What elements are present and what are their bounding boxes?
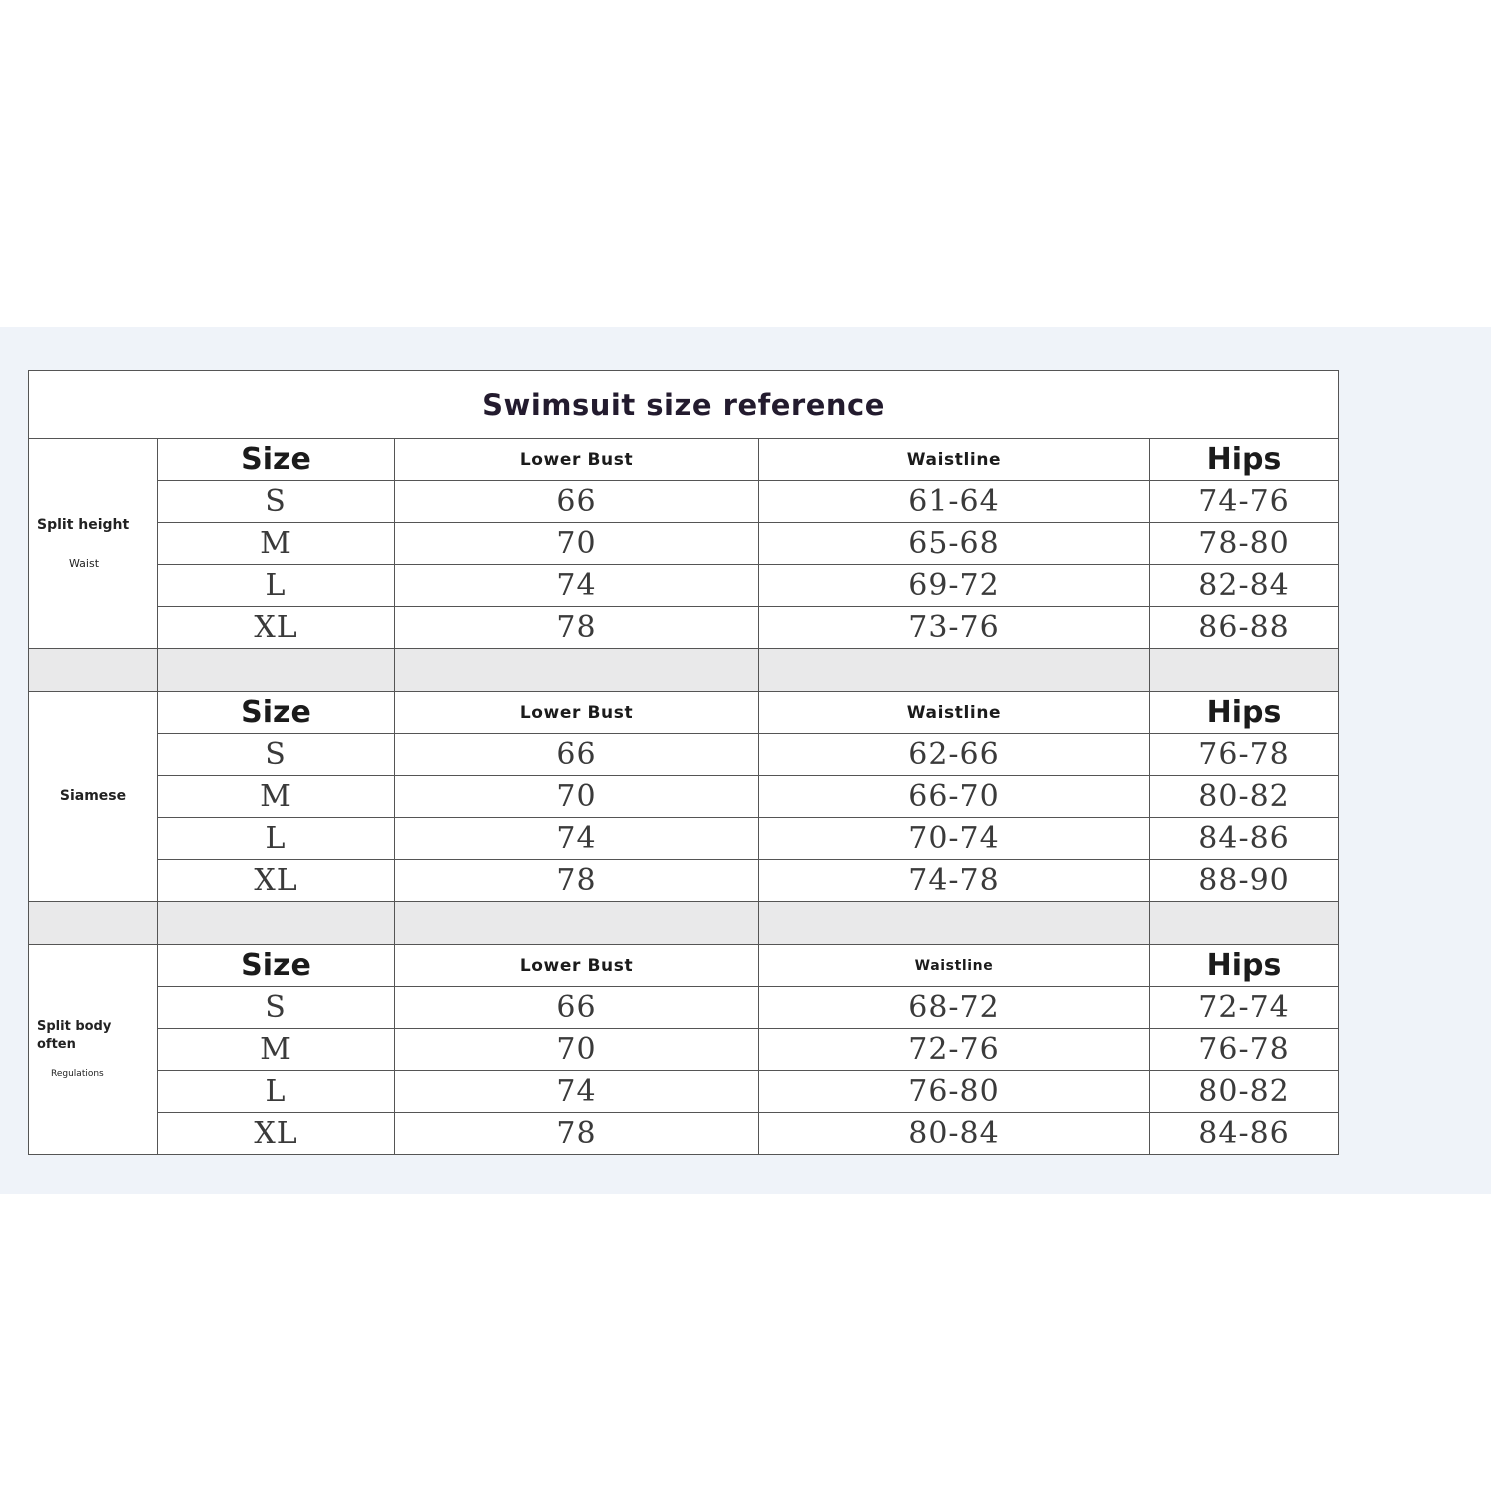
cell-lower-bust: 70 [395,523,759,565]
separator-row [29,649,1339,692]
cell-lower-bust: 74 [395,565,759,607]
cell-lower-bust: 74 [395,1071,759,1113]
header-size: Size [158,945,395,987]
cell-waistline: 66-70 [759,776,1150,818]
cell-size: XL [158,1113,395,1155]
cell-size: S [158,481,395,523]
cell-hips: 82-84 [1150,565,1339,607]
cell-hips: 74-76 [1150,481,1339,523]
group-label-siamese [29,692,158,902]
cell-size: M [158,776,395,818]
cell-lower-bust: 70 [395,1029,759,1071]
header-size: Size [158,439,395,481]
cell-waistline: 62-66 [759,734,1150,776]
group-label: Split body often [37,1019,112,1053]
cell-hips: 80-82 [1150,1071,1339,1113]
header-hips: Hips [1150,439,1339,481]
cell-hips: 80-82 [1150,776,1339,818]
cell-lower-bust: 66 [395,481,759,523]
cell-size: L [158,818,395,860]
table-row [29,565,1339,607]
separator-cell [395,649,759,692]
cell-hips: 72-74 [1150,987,1339,1029]
separator-cell [395,902,759,945]
cell-size: XL [158,860,395,902]
cell-size: S [158,734,395,776]
table-row [29,776,1339,818]
separator-cell [29,649,158,692]
cell-size: L [158,565,395,607]
separator-cell [1150,902,1339,945]
cell-hips: 78-80 [1150,523,1339,565]
cell-lower-bust: 70 [395,776,759,818]
cell-waistline: 72-76 [759,1029,1150,1071]
table-row [29,1071,1339,1113]
cell-size: L [158,1071,395,1113]
cell-waistline: 68-72 [759,987,1150,1029]
cell-size: M [158,1029,395,1071]
cell-lower-bust: 66 [395,734,759,776]
separator-row [29,902,1339,945]
cell-lower-bust: 74 [395,818,759,860]
header-lower-bust: Lower Bust [395,439,759,481]
header-lower-bust: Lower Bust [395,692,759,734]
header-lower-bust: Lower Bust [395,945,759,987]
cell-size: S [158,987,395,1029]
header-waistline: Waistline [759,945,1150,987]
group-label: Split height [37,517,130,533]
cell-waistline: 69-72 [759,565,1150,607]
header-row [29,945,1339,987]
header-hips: Hips [1150,945,1339,987]
cell-waistline: 74-78 [759,860,1150,902]
size-chart-table [28,370,1339,1155]
header-row [29,439,1339,481]
table-row [29,987,1339,1029]
table-row [29,481,1339,523]
table-row [29,523,1339,565]
group-sublabel: Waist [69,556,100,570]
cell-hips: 76-78 [1150,734,1339,776]
cell-waistline: 70-74 [759,818,1150,860]
header-waistline: Waistline [759,439,1150,481]
group-label-split-height [29,439,158,649]
separator-cell [29,902,158,945]
separator-cell [158,902,395,945]
cell-waistline: 73-76 [759,607,1150,649]
header-hips: Hips [1150,692,1339,734]
separator-cell [759,649,1150,692]
table-row [29,1113,1339,1155]
cell-size: M [158,523,395,565]
table-row [29,860,1339,902]
header-size: Size [158,692,395,734]
cell-hips: 86-88 [1150,607,1339,649]
separator-cell [1150,649,1339,692]
cell-lower-bust: 78 [395,607,759,649]
cell-waistline: 76-80 [759,1071,1150,1113]
table-row [29,1029,1339,1071]
cell-waistline: 61-64 [759,481,1150,523]
table-row [29,818,1339,860]
cell-lower-bust: 78 [395,1113,759,1155]
cell-hips: 84-86 [1150,1113,1339,1155]
header-row [29,692,1339,734]
header-waistline: Waistline [759,692,1150,734]
separator-cell [158,649,395,692]
table-row [29,607,1339,649]
cell-waistline: 80-84 [759,1113,1150,1155]
group-sublabel: Regulations [51,1069,104,1080]
group-label: Siamese [59,787,127,804]
chart-title: Swimsuit size reference [29,371,1339,439]
cell-size: XL [158,607,395,649]
cell-lower-bust: 66 [395,987,759,1029]
group-label-split-body [29,945,158,1155]
cell-lower-bust: 78 [395,860,759,902]
table-row [29,734,1339,776]
cell-hips: 88-90 [1150,860,1339,902]
separator-cell [759,902,1150,945]
cell-waistline: 65-68 [759,523,1150,565]
cell-hips: 76-78 [1150,1029,1339,1071]
cell-hips: 84-86 [1150,818,1339,860]
